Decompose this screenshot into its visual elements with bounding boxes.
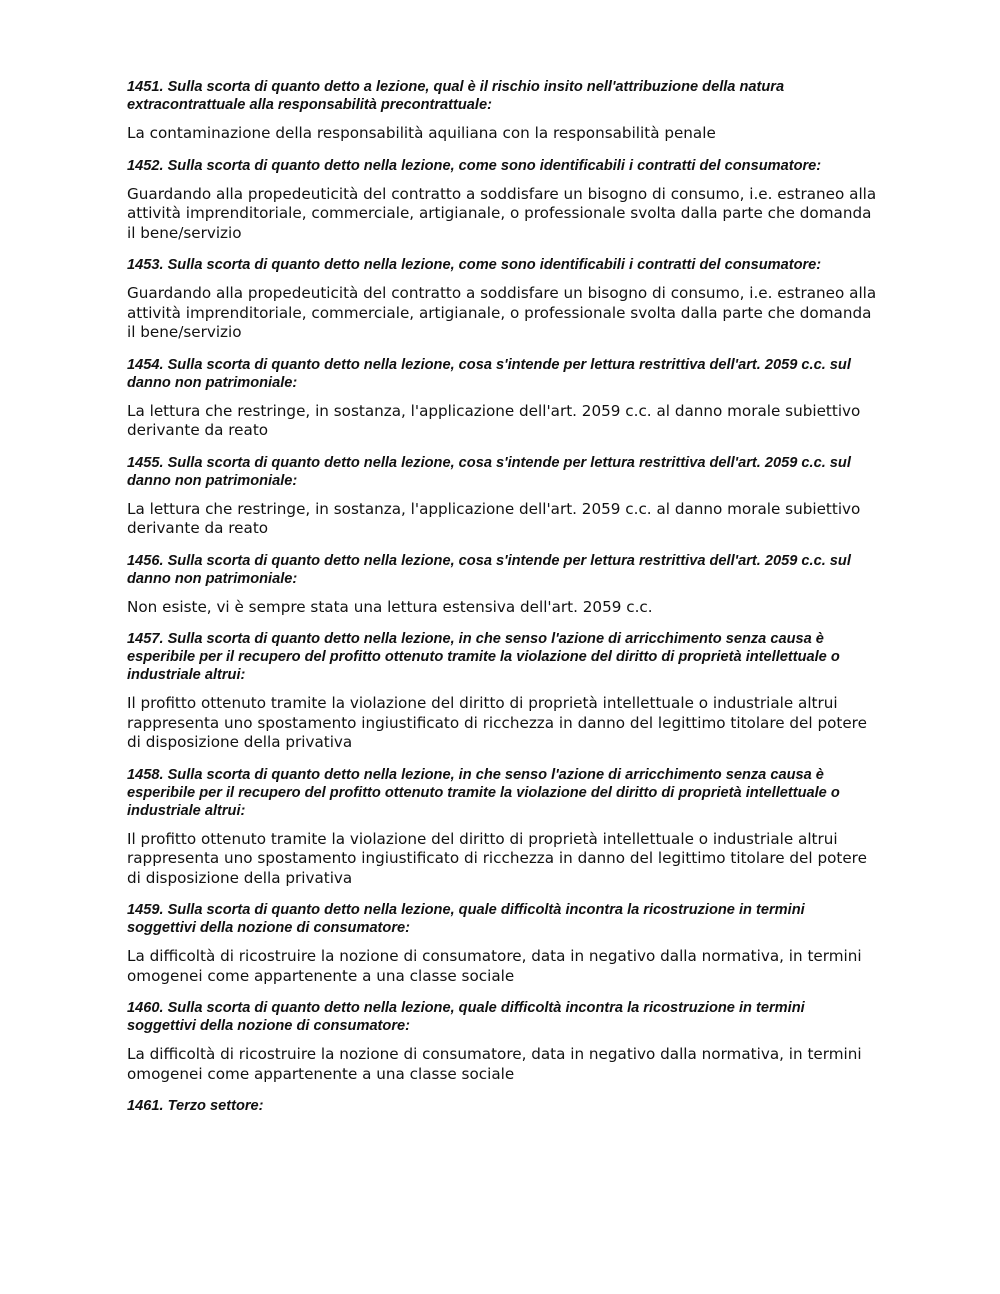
qa-item-1456 xyxy=(127,552,877,618)
answer-text: La lettura che restringe, in sostanza, l'applicazione dell'art. 2059 c.c. al danno morale subiettivo derivante da reato xyxy=(127,499,861,537)
answer-text: Non esiste, vi è sempre stata una lettura estensiva dell'art. 2059 c.c. xyxy=(127,597,653,616)
question-text: 1452. Sulla scorta di quanto detto nella lezione, come sono identificabili i contratti del consumatore: xyxy=(127,157,822,174)
answer-text: La difficoltà di ricostruire la nozione di consumatore, data in negativo dalla normativa, in termini omogenei come appartenente a una classe sociale xyxy=(127,1045,862,1083)
answer-text: La contaminazione della responsabilità aquiliana con la responsabilità penale xyxy=(127,124,716,142)
qa-item-1451 xyxy=(127,78,877,144)
qa-item-1454 xyxy=(127,356,877,441)
answer-text: Guardando alla propedeuticità del contratto a soddisfare un bisogno di consumo, i.e. estraneo alla attività imprenditoriale, commerciale, artigianale, o professionale svolta dalla parte che domanda il bene/servizio xyxy=(127,184,877,242)
qa-item-1461 xyxy=(127,1097,877,1115)
answer-text: Guardando alla propedeuticità del contratto a soddisfare un bisogno di consumo, i.e. estraneo alla attività imprenditoriale, commerciale, artigianale, o professionale svolta dalla parte che domanda il bene/servizio xyxy=(127,284,877,341)
qa-item-1459 xyxy=(127,901,877,986)
qa-item-1452 xyxy=(127,157,877,244)
answer-text: Il profitto ottenuto tramite la violazione del diritto di proprietà intellettuale o industriale altrui rappresenta uno spostamento ingiustificato di ricchezza in danno del legittimo titolare del potere di disposizione della privativa xyxy=(127,694,867,751)
answer-text: La difficoltà di ricostruire la nozione di consumatore, data in negativo dalla normativa, in termini omogenei come appartenente a una classe sociale xyxy=(127,947,862,985)
qa-item-1455 xyxy=(127,454,877,539)
qa-item-1453 xyxy=(127,256,877,343)
question-text: 1460. Sulla scorta di quanto detto nella lezione, quale difficoltà incontra la ricostruzione in termini soggettivi della nozione di consumatore: xyxy=(127,1000,805,1034)
qa-item-1457 xyxy=(127,630,877,753)
question-text: 1453. Sulla scorta di quanto detto nella lezione, come sono identificabili i contratti del consumatore: xyxy=(127,257,822,273)
question-text: 1461. Terzo settore: xyxy=(127,1098,264,1114)
qa-item-1458 xyxy=(127,766,877,889)
question-text: 1457. Sulla scorta di quanto detto nella lezione, in che senso l'azione di arricchimento senza causa è esperibile per il recupero del profitto ottenuto tramite la violazione del diritto di proprietà intellettuale o industriale altrui: xyxy=(127,631,840,683)
question-text: 1458. Sulla scorta di quanto detto nella lezione, in che senso l'azione di arricchimento senza causa è esperibile per il recupero del profitto ottenuto tramite la violazione del diritto di proprietà intellettuale o industriale altrui: xyxy=(127,766,840,819)
document-page xyxy=(127,78,877,1128)
answer-text: Il profitto ottenuto tramite la violazione del diritto di proprietà intellettuale o industriale altrui rappresenta uno spostamento ingiustificato di ricchezza in danno del legittimo titolare del potere di disposizione della privativa xyxy=(127,829,867,887)
answer-text: La lettura che restringe, in sostanza, l'applicazione dell'art. 2059 c.c. al danno morale subiettivo derivante da reato xyxy=(127,401,861,439)
qa-item-1460 xyxy=(127,999,877,1084)
question-text: 1456. Sulla scorta di quanto detto nella lezione, cosa s'intende per lettura restrittiva dell'art. 2059 c.c. sul danno non patrimoniale: xyxy=(127,552,851,587)
question-text: 1455. Sulla scorta di quanto detto nella lezione, cosa s'intende per lettura restrittiva dell'art. 2059 c.c. sul danno non patrimoniale: xyxy=(127,454,851,489)
question-text: 1459. Sulla scorta di quanto detto nella lezione, quale difficoltà incontra la ricostruzione in termini soggettivi della nozione di consumatore: xyxy=(127,902,805,936)
question-text: 1454. Sulla scorta di quanto detto nella lezione, cosa s'intende per lettura restrittiva dell'art. 2059 c.c. sul danno non patrimoniale: xyxy=(127,356,851,391)
question-text: 1451. Sulla scorta di quanto detto a lezione, qual è il rischio insito nell'attribuzione della natura extracontrattuale alla responsabilità precontrattuale: xyxy=(127,79,785,113)
